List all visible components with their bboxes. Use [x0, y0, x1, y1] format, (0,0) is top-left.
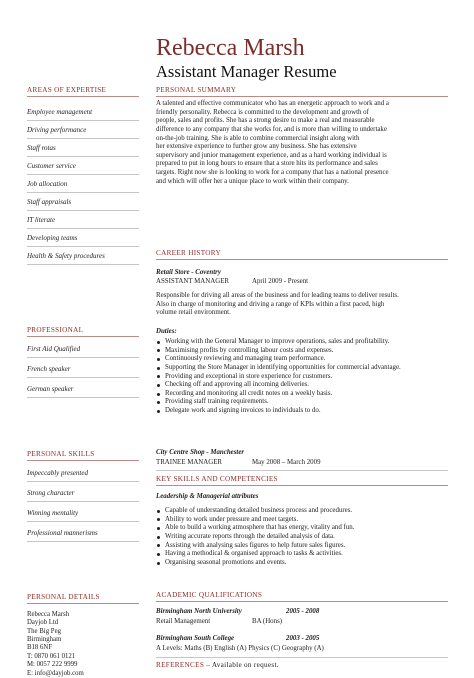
skills-heading: PERSONAL SKILLS [27, 450, 139, 461]
uni-degree: BA (Hons) [252, 618, 283, 625]
contact-line: Rebecca Marsh [27, 611, 70, 618]
contact-line: The Big Peg [27, 627, 61, 635]
duty-item: Supporting the Store Manager in identifying opportunities for commercial advantage. [156, 364, 448, 373]
uni-years: 2005 - 2008 [286, 608, 320, 615]
contact-line: M: 0057 222 9999 [27, 661, 78, 669]
divider [156, 470, 448, 471]
duty-item: Delegate work and signing invoices to individuals to do. [156, 407, 448, 416]
job1-title: ASSISTANT MANAGER [156, 278, 230, 285]
contact-email[interactable]: E: info@dayjob.com [27, 669, 84, 677]
expertise-item: Staff appraisals [27, 199, 139, 211]
job2-title: TRAINEE MANAGER [156, 459, 223, 466]
summary-line: on-the-job training. She is able to combine commercial insight along with [156, 134, 360, 142]
job1-dates: April 2009 - Present [252, 278, 309, 285]
key-skills-subheading: Leadership & Managerial attributes [156, 493, 259, 500]
job1-row [156, 278, 309, 285]
job2-row [156, 459, 321, 466]
skill-item: Capable of understanding detailed business process and procedures. [156, 507, 448, 516]
expertise-item: IT literate [27, 217, 139, 229]
college-name: Birmingham South College [156, 635, 235, 642]
skills-item: Winning mentality [27, 510, 139, 522]
expertise-item: Employee management [27, 109, 139, 121]
references-heading: REFERENCES [156, 661, 205, 669]
summary-line: supervisory and junior management experience, and as a hard working individual is [156, 151, 387, 159]
skill-item: Organising seasonal promotions and events. [156, 559, 448, 568]
duty-item: Checking off and approving all incoming deliveries. [156, 381, 448, 390]
job1-responsibilities [156, 292, 448, 318]
duty-item: Maximising profits by controlling labour costs and expenses. [156, 347, 448, 356]
job1-company: Retail Store - Coventry [156, 269, 221, 276]
summary-line: prepared to put in long hours to ensure that a store hits its performance and sales [156, 160, 378, 168]
references-row [156, 661, 279, 669]
summary-line: friendly personality. Rebecca is committed to the development and growth of [156, 108, 369, 116]
expertise-item: Staff rotas [27, 145, 139, 157]
expertise-item: Health & Safety procedures [27, 253, 139, 265]
job2-dates: May 2008 – March 2009 [252, 459, 321, 466]
resume-subtitle: Assistant Manager Resume [156, 62, 337, 81]
duties-list [156, 338, 448, 416]
professional-item: First Aid Qualified [27, 346, 139, 358]
professional-heading: PROFESSIONAL [27, 326, 139, 337]
summary-line: people, sales and profits. She has a strong desire to make a real and measurable [156, 117, 375, 125]
uni-course: Retail Management [156, 618, 211, 625]
summary-line: difference to any company that she works for, and is more than willing to undertake [156, 125, 387, 133]
resume-name: Rebecca Marsh [156, 35, 305, 61]
resp-line: Responsible for driving all areas of the business and for leading teams to deliver results. [156, 292, 399, 299]
academic-heading: ACADEMIC QUALIFICATIONS [156, 591, 448, 602]
college-years: 2003 - 2005 [286, 635, 320, 642]
skills-item: Impeccably presented [27, 470, 139, 482]
skills-item: Professional mannerisms [27, 530, 139, 542]
contact-line: Birmingham [27, 636, 62, 644]
contact-line: Dayjob Ltd [27, 619, 59, 627]
duties-label: Duties: [156, 328, 177, 335]
summary-line: A talented and effective communicator who has an energetic approach to work and a [156, 100, 389, 107]
duty-item: Working with the General Manager to improve operations, sales and profitability. [156, 338, 448, 347]
summary-heading: PERSONAL SUMMARY [156, 86, 448, 97]
college-row [156, 635, 320, 642]
uni-name: Birmingham North University [156, 608, 242, 615]
contact-line: T: 0870 061 0121 [27, 652, 76, 660]
details-heading: PERSONAL DETAILS [27, 593, 139, 604]
summary-line: her extensive experience to further grow any business. She has extensive [156, 143, 357, 151]
summary-line: targets. Right now she is looking to work for a company that has a national presence [156, 169, 389, 176]
summary-paragraph [156, 100, 448, 186]
expertise-item: Job allocation [27, 181, 139, 193]
references-text: – Available on request. [204, 661, 279, 669]
uni-row [156, 608, 320, 615]
skill-item: Assisting with analysing sales figures to help future sales figures. [156, 542, 448, 551]
uni-course-row [156, 618, 283, 625]
duty-item: Providing staff training requirements. [156, 398, 448, 407]
professional-item: French speaker [27, 366, 139, 378]
key-skills-heading: KEY SKILLS AND COMPETENCIES [156, 475, 448, 486]
contact-details [27, 611, 139, 678]
expertise-heading: AREAS OF EXPERTISE [27, 86, 139, 97]
expertise-item: Customer service [27, 163, 139, 175]
key-skills-list [156, 507, 448, 567]
skill-item: Writing accurate reports through the detailed analysis of data. [156, 533, 448, 542]
skill-item: Having a methodical & organised approach to tasks & activities. [156, 550, 448, 559]
contact-line: B18 6NF [27, 644, 53, 652]
job2-company: City Centre Shop - Manchester [156, 449, 245, 456]
skill-item: Able to build a working atmosphere that has energy, vitality and fun. [156, 524, 448, 533]
duty-item: Continuously reviewing and managing team performance. [156, 355, 448, 364]
skills-item: Strong character [27, 490, 139, 502]
professional-item: German speaker [27, 386, 139, 398]
duty-item: Recording and monitoring all credit notes on a weekly basis. [156, 390, 448, 399]
career-heading: CAREER HISTORY [156, 249, 448, 260]
summary-line: and which will offer her a unique place to work within their company. [156, 177, 349, 185]
expertise-item: Developing teams [27, 235, 139, 247]
resp-line: volume retail environment. [156, 309, 231, 317]
divider [156, 657, 448, 658]
skill-item: Ability to work under pressure and meet targets. [156, 516, 448, 525]
college-detail: A Levels: Maths (B) English (A) Physics (C) Geography (A) [156, 645, 324, 652]
expertise-item: Driving performance [27, 127, 139, 139]
duty-item: Providing and exceptional in store experience for customers. [156, 373, 448, 382]
resp-line: Also in charge of monitoring and driving a range of KPIs within a first paced, high [156, 300, 385, 308]
